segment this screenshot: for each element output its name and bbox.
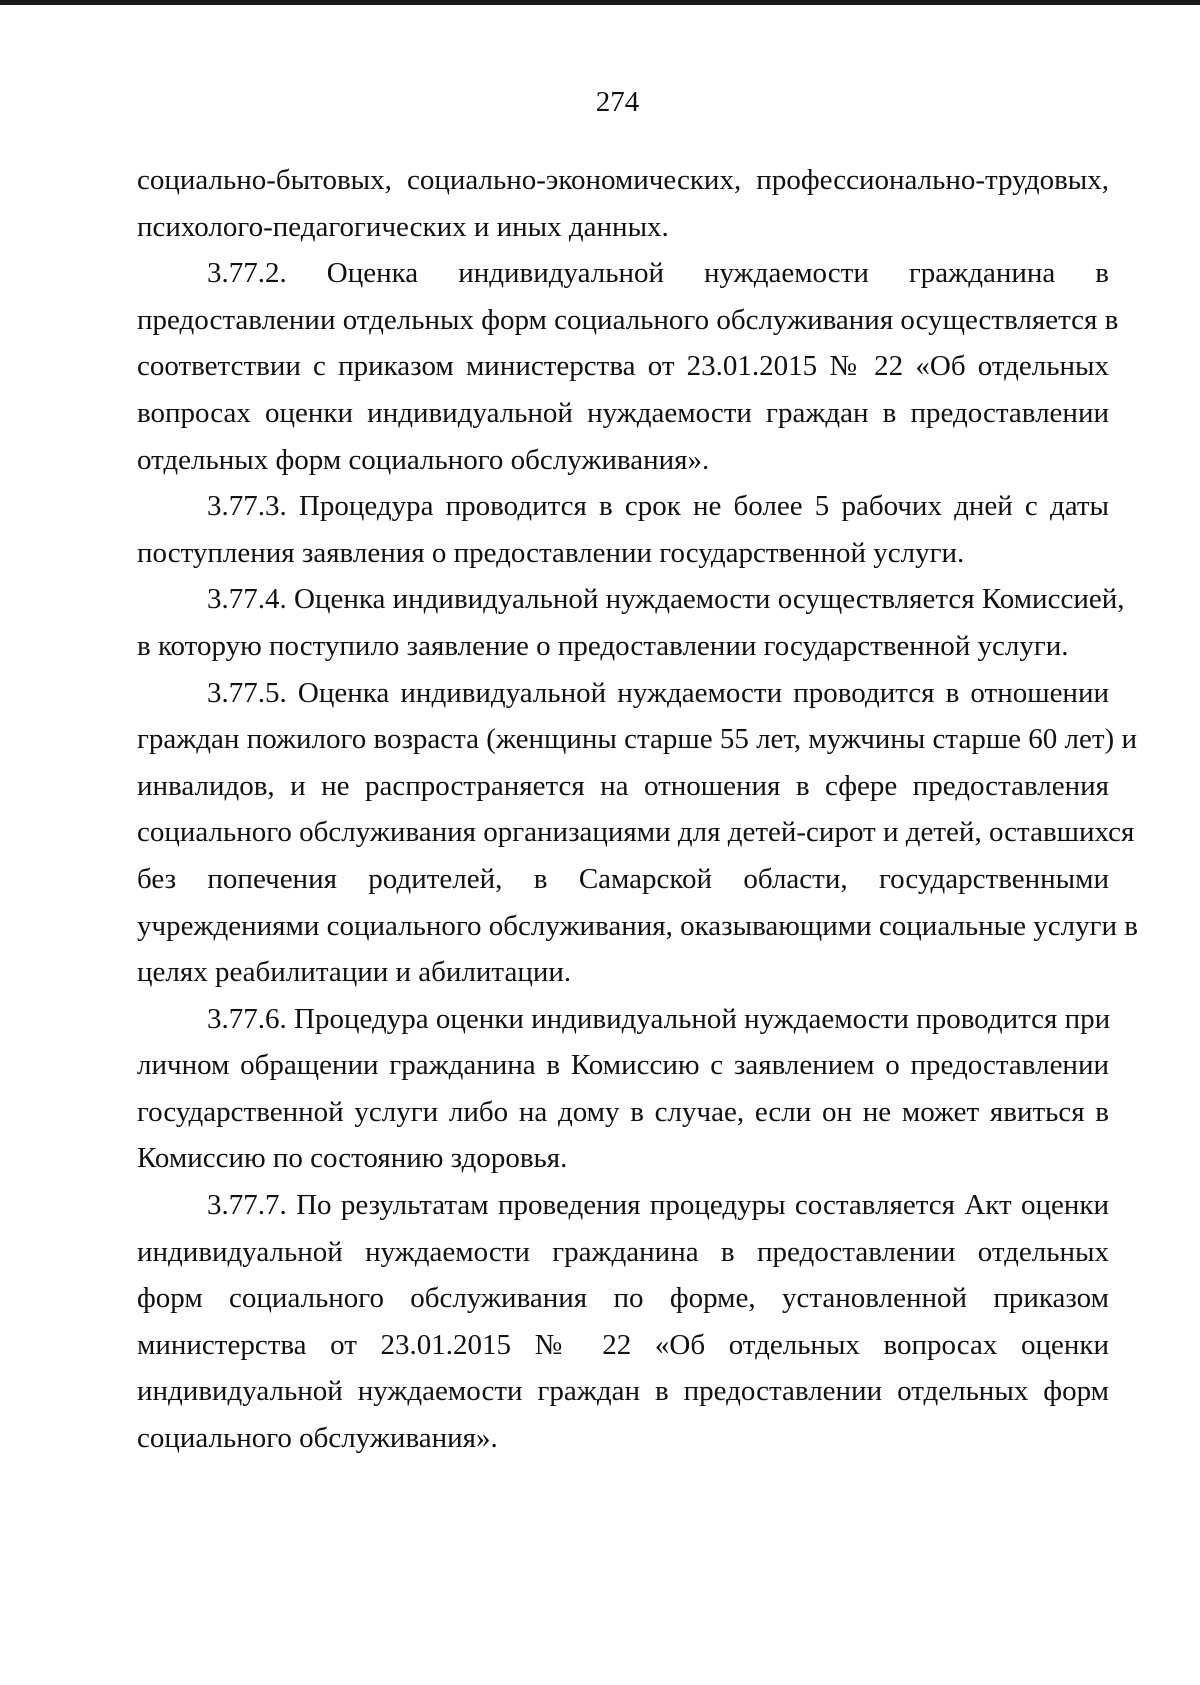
text-line: социально-бытовых, социально-экономических, профессионально-трудовых, [137,164,1109,196]
text-line: соответствии с приказом министерства от 23.01.2015 № 22 «Об отдельных [137,350,1109,383]
text-line: государственной услуги либо на дому в случае, если он не может явиться в [137,1095,1109,1128]
text-line: 3.77.2. Оценка индивидуальной нуждаемости гражданина в [207,257,1109,290]
paragraph-p3-77-7 [137,1182,1109,1462]
text-line: индивидуальной нуждаемости гражданина в предоставлении отдельных [137,1235,1109,1268]
text-line: предоставлении отдельных форм социального обслуживания осуществляется в [137,303,1119,336]
text-line: личном обращении гражданина в Комиссию с заявлением о предоставлении [137,1049,1109,1082]
text-line: граждан пожилого возраста (женщины старше 55 лет, мужчины старше 60 лет) и [137,723,1137,756]
text-line: индивидуальной нуждаемости граждан в предоставлении отдельных форм [137,1375,1109,1408]
text-line: без попечения родителей, в Самарской области, государственными [137,862,1109,895]
paragraph-p3-77-3 [137,483,1109,576]
text-line: социального обслуживания организациями для детей-сирот и детей, оставшихся [137,816,1135,849]
top-edge-rule [0,0,1200,5]
paragraph-cont [137,157,1109,250]
document-body [137,157,1138,1462]
text-line: форм социального обслуживания по форме, установленной приказом [137,1282,1109,1315]
text-line: психолого-педагогических и иных данных. [137,210,669,243]
page-number: 274 [595,86,640,118]
text-line: министерства от 23.01.2015 № 22 «Об отдельных вопросах оценки [137,1328,1109,1361]
text-line: учреждениями социального обслуживания, оказывающими социальные услуги в [137,909,1138,942]
text-line: целях реабилитации и абилитации. [137,956,572,989]
text-line: 3.77.6. Процедура оценки индивидуальной нуждаемости проводится при [207,1002,1111,1035]
text-line: 3.77.5. Оценка индивидуальной нуждаемости проводится в отношении [207,676,1109,709]
text-line: 3.77.3. Процедура проводится в срок не более 5 рабочих дней с даты [207,490,1109,523]
text-line: отдельных форм социального обслуживания». [137,443,710,476]
text-line: поступления заявления о предоставлении государственной услуги. [137,536,965,569]
text-line: Комиссию по состоянию здоровья. [137,1142,568,1175]
text-line: социального обслуживания». [137,1422,498,1455]
paragraph-p3-77-6 [137,996,1109,1182]
paragraph-p3-77-2 [137,250,1119,483]
paragraph-p3-77-5 [137,670,1138,996]
paragraph-p3-77-4 [137,576,1125,669]
text-line: вопросах оценки индивидуальной нуждаемости граждан в предоставлении [137,396,1109,429]
text-line: 3.77.4. Оценка индивидуальной нуждаемости осуществляется Комиссией, [207,583,1125,616]
text-line: в которую поступило заявление о предоставлении государственной услуги. [137,629,1069,662]
text-line: инвалидов, и не распространяется на отношения в сфере предоставления [137,769,1109,802]
text-line: 3.77.7. По результатам проведения процедуры составляется Акт оценки [207,1189,1109,1222]
